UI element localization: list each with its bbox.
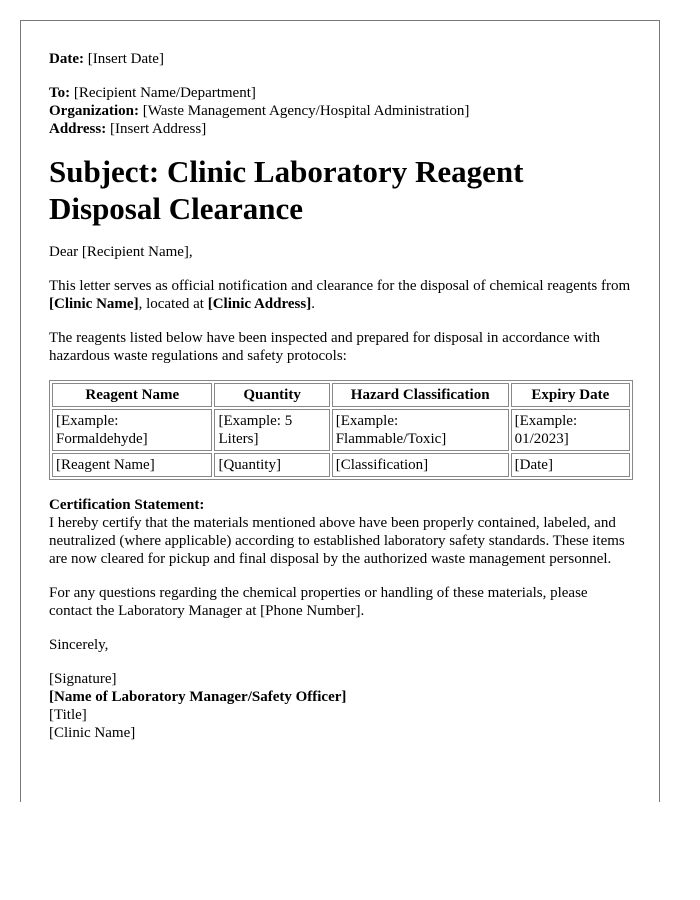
organization-label: Organization:	[49, 103, 139, 119]
certification-heading	[49, 496, 631, 514]
cell-quantity: [Example: 5 Liters]	[214, 409, 329, 451]
signer-name-text: [Name of Laboratory Manager/Safety Officer]	[49, 689, 347, 705]
address-line	[49, 120, 631, 138]
address-value: [Insert Address]	[109, 121, 207, 137]
cell-reagent-name: [Example: Formaldehyde]	[52, 409, 212, 451]
intro-clinic-address: [Clinic Address]	[207, 296, 312, 312]
to-value: [Recipient Name/Department]	[73, 85, 256, 101]
contact-paragraph: For any questions regarding the chemical properties or handling of these materials, please contact the Laboratory Manager at [Phone Number].	[49, 585, 588, 619]
signer-clinic: [Clinic Name]	[49, 725, 136, 741]
cell-expiry-date: [Example: 01/2023]	[511, 409, 630, 451]
intro-clinic-name: [Clinic Name]	[49, 296, 139, 312]
signer-name	[49, 688, 631, 706]
organization-line	[49, 102, 631, 120]
signature-placeholder: [Signature]	[49, 671, 117, 687]
closing: Sincerely,	[49, 637, 109, 653]
header-quantity: Quantity	[214, 383, 329, 407]
cell-hazard-classification: [Example: Flammable/Toxic]	[332, 409, 509, 451]
address-label: Address:	[49, 121, 107, 137]
intro-text-3: .	[311, 296, 315, 312]
organization-value: [Waste Management Agency/Hospital Administration]	[142, 103, 470, 119]
cell-expiry-date: [Date]	[511, 453, 630, 477]
header-expiry-date: Expiry Date	[511, 383, 630, 407]
intro-text-2: , located at	[138, 296, 208, 312]
subject-heading: Subject: Clinic Laboratory Reagent Disposal Clearance	[49, 154, 524, 226]
header-reagent-name: Reagent Name	[52, 383, 212, 407]
date-value: [Insert Date]	[87, 51, 164, 67]
cell-quantity: [Quantity]	[214, 453, 329, 477]
signer-title: [Title]	[49, 707, 87, 723]
cell-hazard-classification: [Classification]	[332, 453, 509, 477]
cell-reagent-name: [Reagent Name]	[52, 453, 212, 477]
table-row	[52, 409, 630, 451]
certification-text: I hereby certify that the materials mentioned above have been properly contained, labeled, and neutralized (where applicable) according to established laboratory safety standards. These items are now cleared for pickup and final disposal by the authorized waste management personnel.	[49, 515, 625, 567]
recipient-line	[49, 84, 631, 102]
intro-text-1: This letter serves as official notification and clearance for the disposal of chemical reagents from	[49, 278, 631, 294]
table-row	[52, 453, 630, 477]
greeting: Dear [Recipient Name],	[49, 244, 193, 260]
date-line	[49, 50, 631, 68]
to-label: To:	[49, 85, 71, 101]
reagents-intro: The reagents listed below have been inspected and prepared for disposal in accordance with hazardous waste regulations and safety protocols:	[49, 330, 601, 364]
header-hazard-classification: Hazard Classification	[332, 383, 509, 407]
date-label: Date:	[49, 51, 84, 67]
letter-page	[20, 20, 660, 802]
table-header-row	[52, 383, 630, 407]
intro-paragraph	[49, 277, 631, 313]
reagents-table	[49, 380, 633, 480]
certification-heading-text: Certification Statement:	[49, 497, 205, 513]
